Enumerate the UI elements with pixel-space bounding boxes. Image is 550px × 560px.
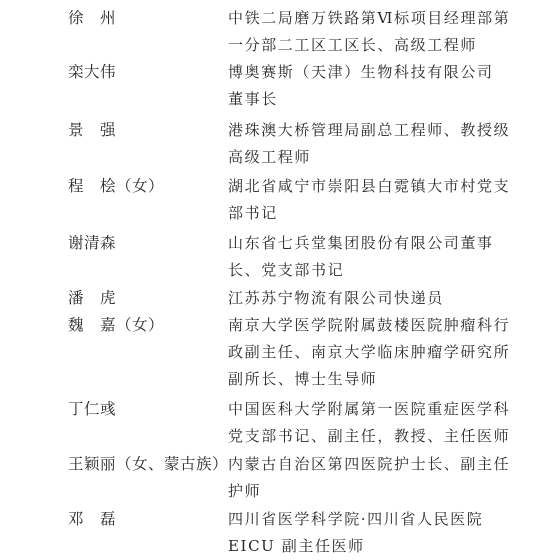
title-line: 中国医科大学附属第一医院重症医学科: [228, 400, 511, 418]
person-title: [228, 173, 511, 227]
title-line: 博奥赛斯（天津）生物科技有限公司: [228, 63, 494, 81]
person-title: [228, 396, 511, 450]
title-line: 护师: [228, 482, 262, 500]
person-title: [228, 5, 511, 59]
title-line: 长、党支部书记: [228, 261, 345, 279]
title-line: 湖北省咸宁市崇阳县白霓镇大市村党支: [228, 177, 511, 195]
person-name: 程 桧（女）: [68, 177, 165, 195]
person-name: 潘 虎: [68, 289, 117, 307]
title-line: 部书记: [228, 204, 278, 222]
title-line: 党支部书记、副主任，教授、主任医师: [228, 427, 511, 445]
title-line: 一分部二工区工区长、高级工程师: [228, 36, 478, 54]
person-name: 丁仁彧: [68, 400, 117, 418]
person-name: 魏 嘉（女）: [68, 316, 165, 334]
person-title: [228, 230, 500, 284]
title-line: 港珠澳大桥管理局副总工程师、教授级: [228, 121, 511, 139]
person-name: 王颖丽（女、蒙古族）: [68, 455, 229, 473]
title-line: 江苏苏宁物流有限公司快递员: [228, 289, 444, 307]
person-title: [228, 285, 500, 312]
person-title: [228, 451, 511, 505]
person-title: [228, 117, 511, 171]
person-title: [228, 506, 500, 560]
title-line: 副所长、博士生导师: [228, 370, 378, 388]
title-line: 政副主任、南京大学临床肿瘤学研究所: [228, 343, 511, 361]
person-name: 邓 磊: [68, 510, 117, 528]
title-line: 高级工程师: [228, 148, 312, 166]
person-name: 栾大伟: [68, 63, 117, 81]
person-title: [228, 312, 511, 393]
title-line: 南京大学医学院附属鼓楼医院肿瘤科行: [228, 316, 511, 334]
person-name: 谢清森: [68, 234, 117, 252]
person-title: [228, 59, 500, 113]
title-line: 董事长: [228, 90, 278, 108]
title-line: EICU 副主任医师: [228, 537, 365, 555]
title-line: 中铁二局磨万铁路第Ⅵ标项目经理部第: [228, 9, 511, 27]
title-line: 内蒙古自治区第四医院护士长、副主任: [228, 455, 511, 473]
person-name: 景 强: [68, 121, 117, 139]
person-name: 徐 州: [68, 9, 117, 27]
title-line: 四川省医学科学院·四川省人民医院: [228, 510, 484, 528]
title-line: 山东省七兵堂集团股份有限公司董事: [228, 234, 494, 252]
